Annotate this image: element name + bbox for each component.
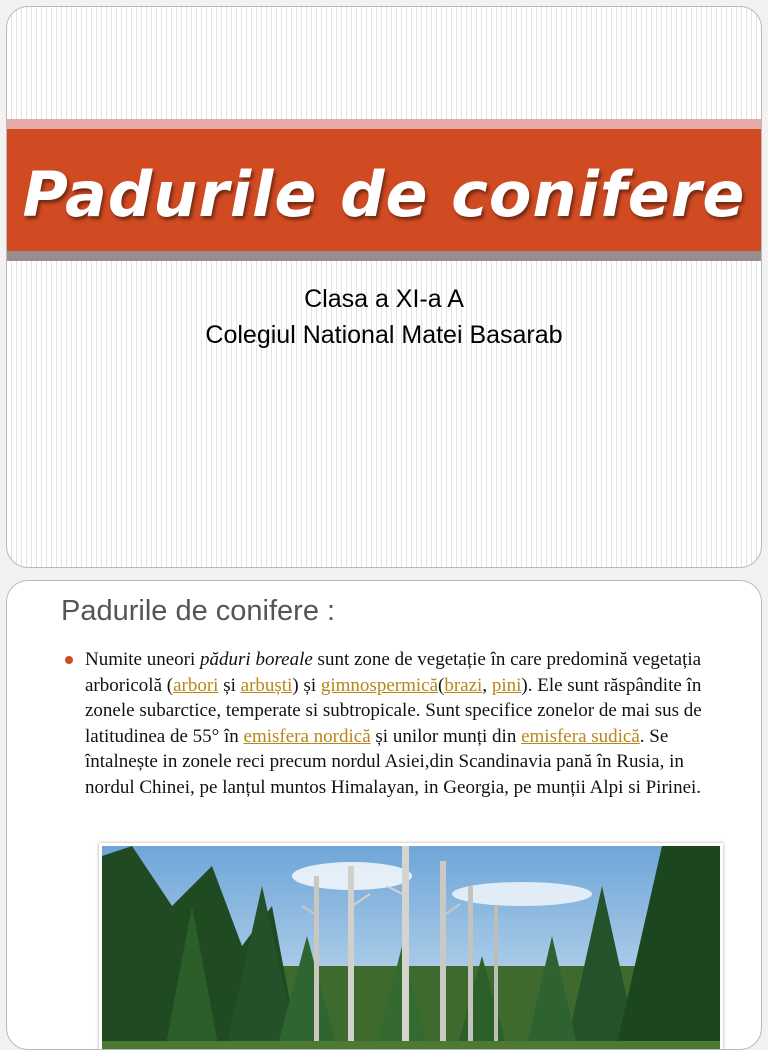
- title-band: [7, 129, 761, 251]
- content-slide-title: Padurile de conifere :: [61, 595, 336, 627]
- link-pini[interactable]: pini: [491, 674, 522, 696]
- bullet-dot-icon: [65, 656, 73, 664]
- title-slide: [6, 6, 762, 568]
- title-band-bottom-stripe: [7, 251, 761, 261]
- bullet-item: [85, 647, 721, 800]
- forest-photo: [99, 843, 723, 1050]
- slide-title: Padurile de conifere: [22, 157, 746, 231]
- link-emisfera-nordica[interactable]: emisfera nordică: [243, 725, 371, 747]
- paragraph-text: Numite uneori păduri boreale sunt zone de vegetație în care predomină vegetația arboricolă (arbori și arbuști) și gimnospermică(brazi, pini). Ele sunt răspândite în zonele subarctice, temperate si subtropicale. Sunt specifice zonelor de mai sus de latitudinea de 55° în emisfera nordică și unilor munți din emisfera sudică. Se întalnește in zonele reci precum nordul Asiei,din Scandinavia pană în Rusia, in nordul Chinei, pe lanțul muntos Himalayan, in Georgia, pe munții Alpi si Pirinei.: [85, 649, 702, 798]
- link-emisfera-sudica[interactable]: emisfera sudică: [521, 725, 640, 747]
- slide-subtitle: [7, 281, 761, 353]
- link-gimnosperme[interactable]: gimnospermică: [320, 674, 439, 696]
- link-arbusti[interactable]: arbuști: [240, 674, 293, 696]
- link-brazi[interactable]: brazi: [444, 674, 483, 696]
- content-slide: [6, 580, 762, 1050]
- subtitle-class: Clasa a XI-a A: [304, 285, 464, 313]
- link-arbori[interactable]: arbori: [173, 674, 219, 696]
- subtitle-school: Colegiul National Matei Basarab: [205, 321, 563, 349]
- italic-term: păduri boreale: [200, 649, 313, 670]
- title-band-top-stripe: [7, 119, 761, 129]
